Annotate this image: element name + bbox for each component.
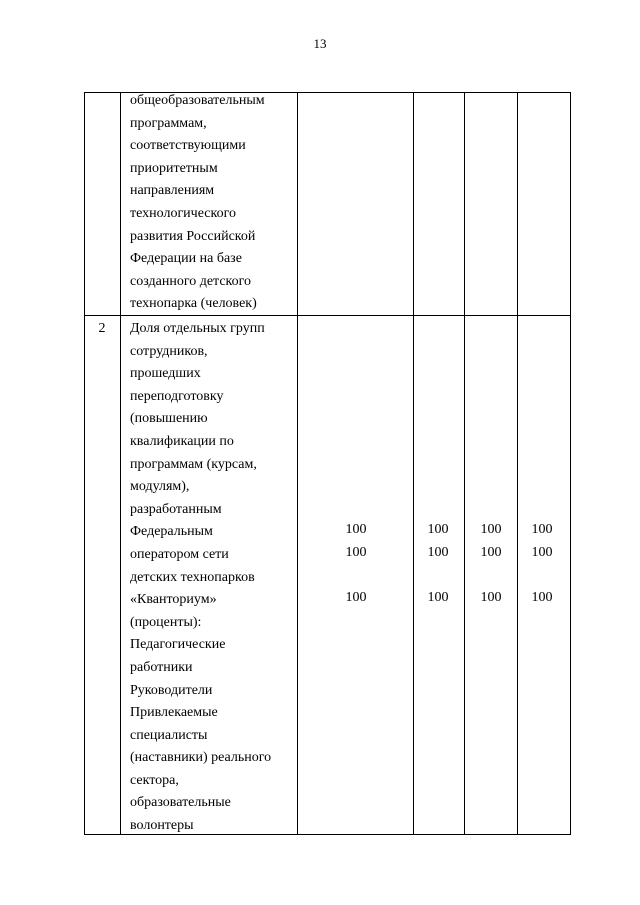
value-cell: 100 xyxy=(345,545,367,560)
value-cell: 100 xyxy=(480,522,502,537)
table-divider xyxy=(517,92,518,835)
value-cell: 100 xyxy=(345,590,367,605)
value-cell: 100 xyxy=(480,590,502,605)
table-divider xyxy=(413,92,414,835)
table-divider xyxy=(464,92,465,835)
table-border-left xyxy=(84,92,85,835)
row-index: 2 xyxy=(98,321,106,336)
value-cell: 100 xyxy=(427,522,449,537)
table-divider xyxy=(297,92,298,835)
table-border-right xyxy=(570,92,571,835)
value-cell: 100 xyxy=(345,522,367,537)
value-cell: 100 xyxy=(480,545,502,560)
value-cell: 100 xyxy=(531,590,553,605)
indicators-table xyxy=(84,92,571,835)
page-number: 13 xyxy=(313,36,327,51)
indicator-name: Доля отдельных групп сотрудников, прошедших переподготовку (повышению квалификации по программам (курсам, модулям), разработанным Федеральным оператором сети детских технопарков «Кванториум» (проценты): Педагогические работники Руководители Привлекаемые специалисты (наставники) реального сектора, образовательные волонтеры xyxy=(130,321,272,834)
value-cell: 100 xyxy=(531,545,553,560)
table-divider xyxy=(120,92,121,835)
value-cell: 100 xyxy=(531,522,553,537)
value-cell: 100 xyxy=(427,590,449,605)
value-cell: 100 xyxy=(427,545,449,560)
indicator-name: общеобразовательным программам, соответствующими приоритетным направлениям технологического развития Российской Федерации на базе созданного детского технопарка (человек) xyxy=(130,93,265,312)
